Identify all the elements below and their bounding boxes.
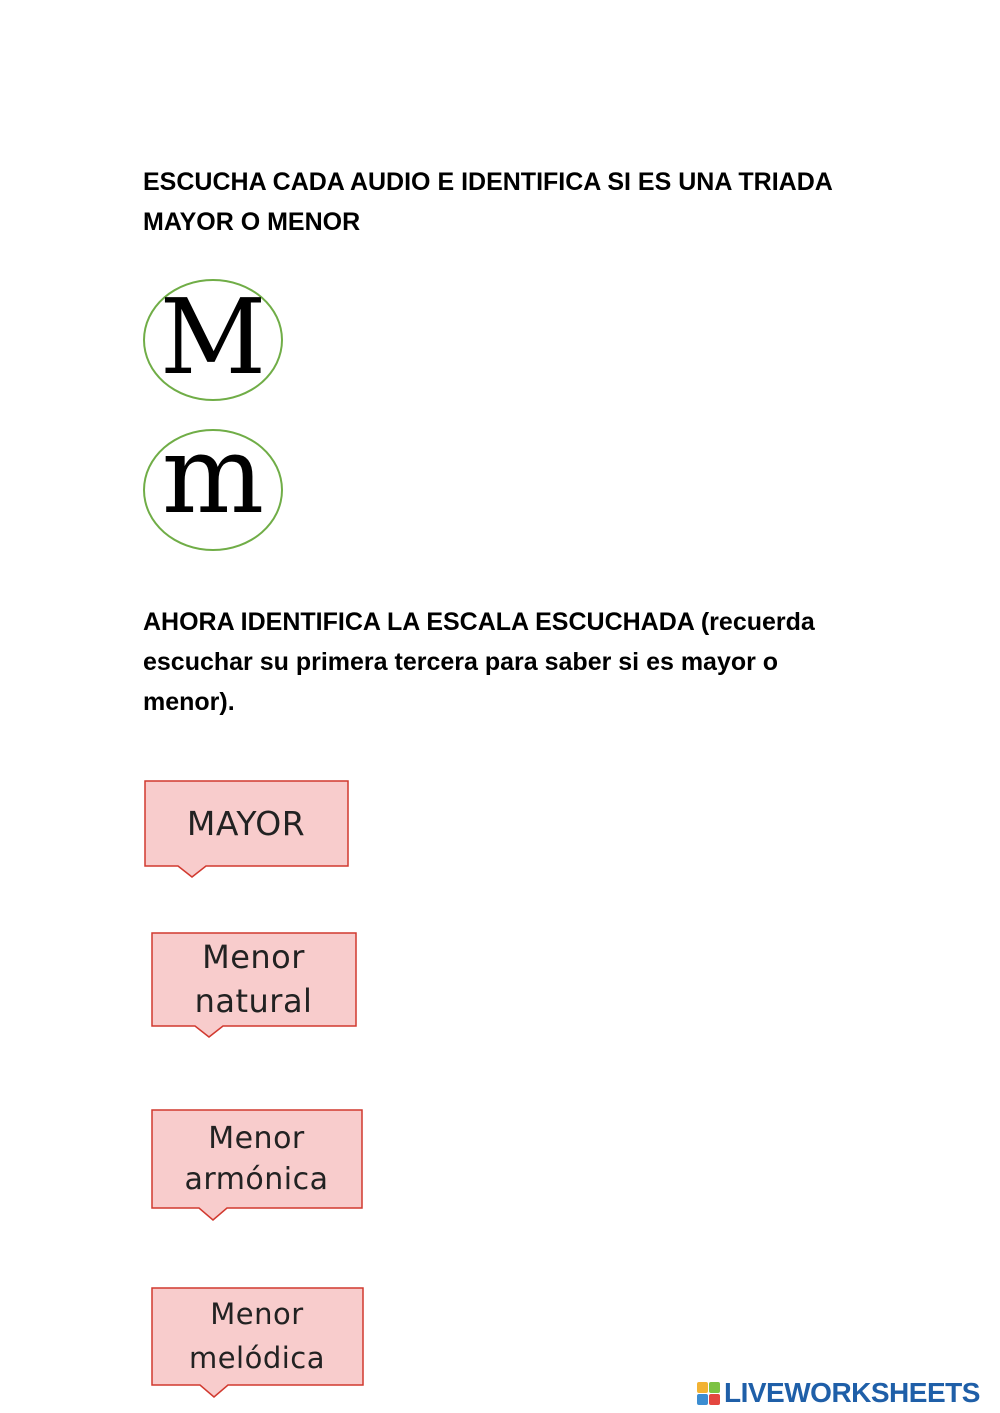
scale-instruction: AHORA IDENTIFICA LA ESCALA ESCUCHADA (recuerda escuchar su primera tercera para saber si es mayor o menor). (143, 608, 815, 716)
scale-option-label: MAYOR (186, 803, 306, 843)
major-symbol: M (159, 276, 267, 398)
scale-option-label: Menor natural (194, 938, 313, 1020)
triad-instruction: ESCUCHA CADA AUDIO E IDENTIFICA SI ES UNA TRIADA MAYOR O MENOR (143, 168, 832, 236)
scale-option-label: Menor melódica (188, 1297, 326, 1375)
minor-triad-option[interactable] (143, 413, 283, 551)
major-triad-option[interactable] (143, 276, 283, 401)
liveworksheets-logo (697, 1376, 980, 1410)
scale-option-label: Menor armónica (184, 1120, 329, 1197)
brand-name: LIVEWORKSHEETS (724, 1377, 980, 1408)
minor-symbol: m (161, 413, 265, 538)
logo-icon (697, 1382, 720, 1405)
